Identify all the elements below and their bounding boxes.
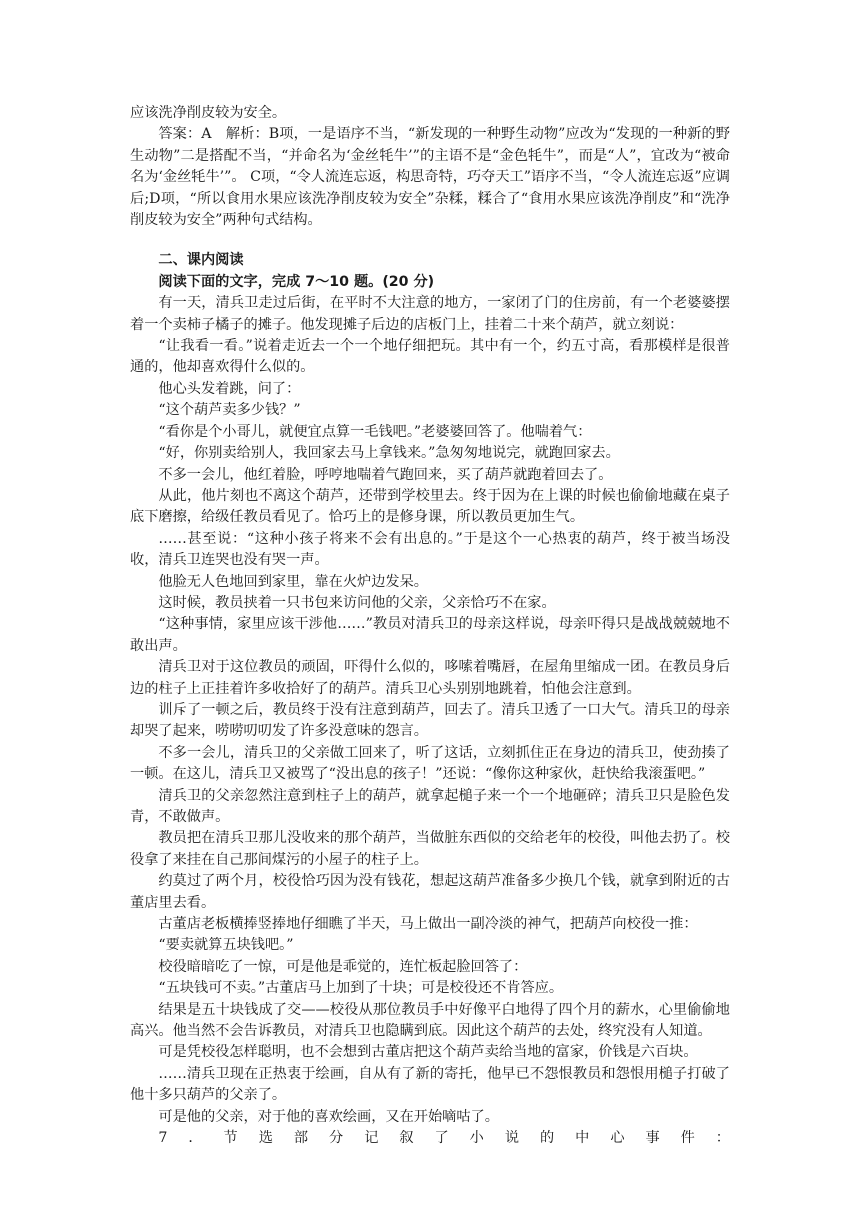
question-7: 7．节选部分记叙了小说的中心事件： bbox=[158, 1130, 730, 1147]
passage-paragraph: ……清兵卫现在正热衷于绘画，自从有了新的寄托，他早已不怨恨教员和怨恨用槌子打破了他十多只葫芦的父亲了。 bbox=[130, 1065, 730, 1104]
passage-paragraph: “这种事情，家里应该干涉他……”教员对清兵卫的母亲这样说，母亲吓得只是战战兢兢地不敢出声。 bbox=[130, 616, 730, 654]
passage-paragraph: 古董店老板横捧竖捧地仔细瞧了半天，马上做出一副冷淡的神气，把葫芦向校役一推： bbox=[158, 916, 698, 933]
intro-line: 应该洗净削皮较为安全。 bbox=[130, 105, 287, 121]
passage-paragraph: 不多一会儿，他红着脸，呼哼地喘着气跑回来，买了葫芦就跑着回去了。 bbox=[158, 466, 613, 483]
passage-paragraph: “看你是个小哥儿，就便宜点算一毛钱吧。”老婆婆回答了。他喘着气： bbox=[158, 423, 592, 440]
passage-paragraph: 教员把在清兵卫那儿没收来的那个葫芦，当做脏东西似的交给老年的校役，叫他去扔了。校役拿了来挂在自己那间煤污的小屋子的柱子上。 bbox=[130, 830, 730, 868]
passage-paragraph: 他脸无人色地回到家里，靠在火炉边发呆。 bbox=[158, 573, 428, 590]
passage-paragraph: 不多一会儿，清兵卫的父亲做工回来了，听了这话，立刻抓住正在身边的清兵卫，使劲揍了一顿。在这儿，清兵卫又被骂了“没出息的孩子！”还说：“像你这种家伙，赶快给我滚蛋吧。” bbox=[130, 744, 730, 783]
passage-paragraph: “这个葫芦卖多少钱？” bbox=[158, 402, 301, 419]
passage-paragraph: 清兵卫的父亲忽然注意到柱子上的葫芦，就拿起槌子来一个一个地砸碎；清兵卫只是脸色发青，不敢做声。 bbox=[130, 787, 730, 825]
passage-paragraph: “让我看一看。”说着走近去一个一个地仔细把玩。其中有一个，约五寸高，看那模样是很普通的，他却喜欢得什么似的。 bbox=[130, 338, 730, 376]
passage-paragraph: 校役暗暗吃了一惊，可是他是乖觉的，连忙板起脸回答了： bbox=[158, 958, 528, 975]
passage-paragraph: 可是他的父亲，对于他的喜欢绘画，又在开始嘀咕了。 bbox=[158, 1108, 499, 1125]
passage-paragraph: 他心头发着跳，问了： bbox=[158, 380, 301, 397]
passage-paragraph: ……甚至说：“这种小孩子将来不会有出息的。”于是这个一心热衷的葫芦，终于被当场没收，清兵卫连哭也没有哭一声。 bbox=[130, 530, 730, 569]
passage-paragraph: “五块钱可不卖。”古董店马上加到了十块；可是校役还不肯答应。 bbox=[158, 980, 564, 997]
passage-paragraph: 训斥了一顿之后，教员终于没有注意到葫芦，回去了。清兵卫透了一口大气。清兵卫的母亲却哭了起来，唠唠叨叨发了许多没意味的怨言。 bbox=[130, 701, 730, 740]
reading-instruction: 阅读下面的文字，完成 7～10 题。(20 分) bbox=[158, 273, 435, 290]
passage-paragraph: 结果是五十块钱成了交——校役从那位教员手中好像平白地得了四个月的薪水，心里偷偷地高兴。他当然不会告诉教员，对清兵卫也隐瞒到底。因此这个葫芦的去处，终究没有人知道。 bbox=[130, 1001, 730, 1040]
passage-paragraph: 有一天，清兵卫走过后街，在平时不大注意的地方，一家闭了门的住房前，有一个老婆婆摆着一个卖柿子橘子的摊子。他发现摊子后边的店板门上，挂着二十来个葫芦，就立刻说： bbox=[130, 295, 730, 333]
answer-explanation: 答案：A 解析：B项，一是语序不当，“新发现的一种野生动物”应改为“发现的一种新的野生动物”二是搭配不当，“并命名为‘金丝牦牛’”的主语不是“金色牦牛”，而是“人”，宜改为“被命名为‘金丝牦牛’”。 C项，“令人流连忘返，构思奇特，巧夺天工”语序不当，“令人流连忘返”应调后;D项，“所以食用水果应该洗净削皮较为安全”杂糅，糅合了“食用水果应该洗净削皮”和“洗净削皮较为安全”两种句式结构。 bbox=[130, 126, 730, 229]
document-body bbox=[130, 103, 730, 1150]
passage-paragraph: 可是凭校役怎样聪明，也不会想到古董店把这个葫芦卖给当地的富家，价钱是六百块。 bbox=[158, 1044, 698, 1061]
passage-paragraph: 清兵卫对于这位教员的顽固，吓得什么似的，哆嗦着嘴唇，在屋角里缩成一团。在教员身后边的柱子上正挂着许多收拾好了的葫芦。清兵卫心头别别地跳着，怕他会注意到。 bbox=[130, 659, 730, 697]
passage-paragraph: 从此，他片刻也不离这个葫芦，还带到学校里去。终于因为在上课的时候也偷偷地藏在桌子底下磨擦，给级任教员看见了。恰巧上的是修身课，所以教员更加生气。 bbox=[130, 487, 730, 526]
passage-paragraph: 约莫过了两个月，校役恰巧因为没有钱花，想起这葫芦准备多少换几个钱，就拿到附近的古董店里去看。 bbox=[130, 873, 730, 911]
passage-paragraph: “好，你别卖给别人，我回家去马上拿钱来。”急匆匆地说完，就跑回家去。 bbox=[158, 445, 620, 462]
passage-paragraph: 这时候，教员挟着一只书包来访问他的父亲，父亲恰巧不在家。 bbox=[158, 594, 556, 611]
section-heading: 二、课内阅读 bbox=[158, 252, 244, 269]
passage-paragraph: “要卖就算五块钱吧。” bbox=[158, 937, 294, 954]
